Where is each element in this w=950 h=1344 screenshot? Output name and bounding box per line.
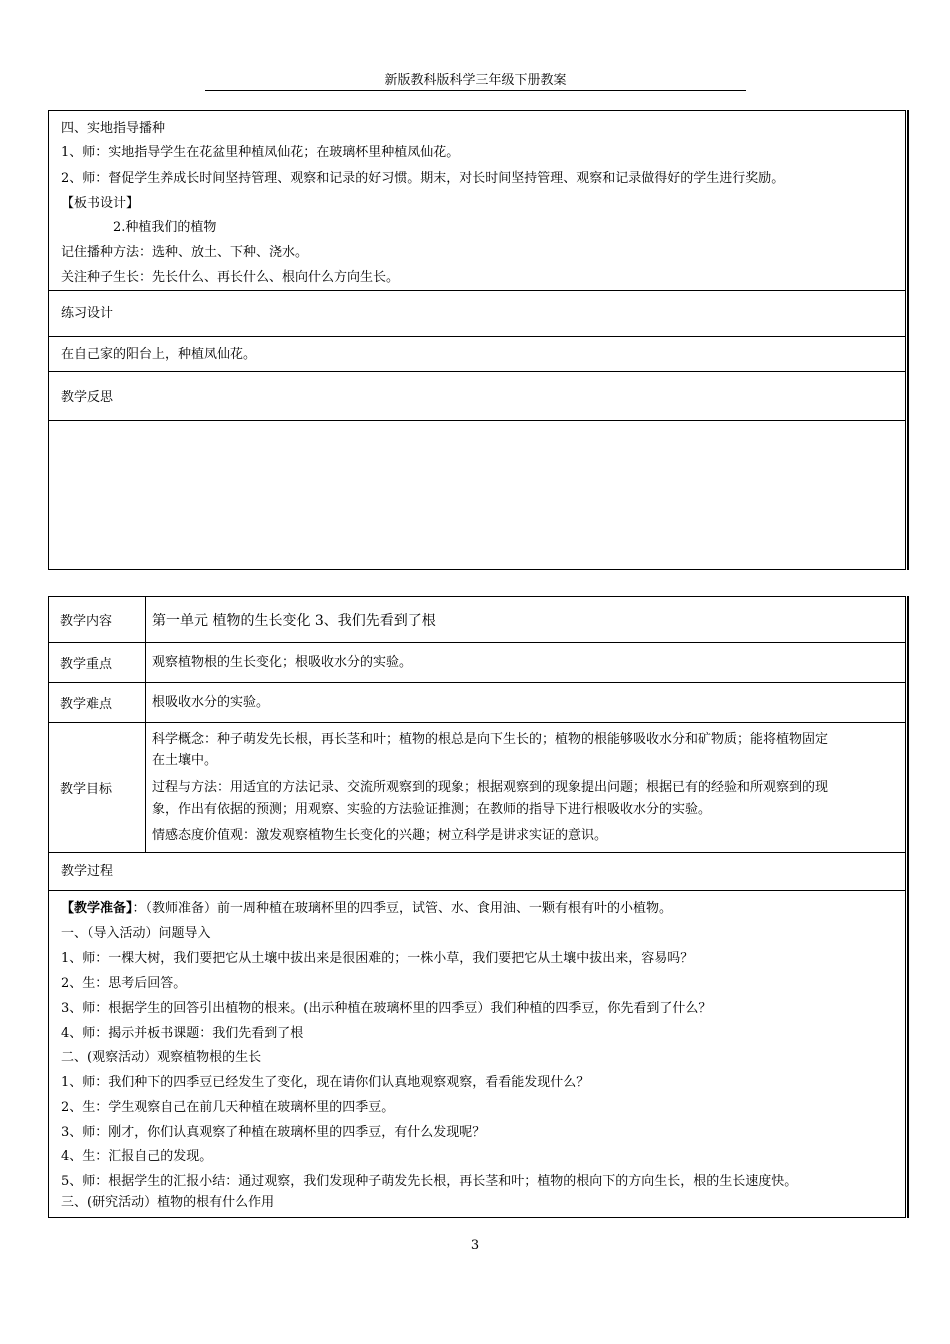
goals-label: 教学目标 (49, 723, 146, 852)
practice-label-row (49, 291, 905, 337)
board-design-title: 2.种植我们的植物 (113, 220, 217, 235)
goals-line: 过程与方法：用适宜的方法记录、交流所观察到的现象；根据观察到的现象提出问题；根据已有的经验和所观察到的现 (152, 780, 829, 795)
process-line: 3、师：根据学生的回答引出植物的根来。(出示种植在玻璃杯里的四季豆）我们种植的四季豆，你先看到了什么？ (61, 1001, 712, 1016)
content-value: 第一单元 植物的生长变化 3、我们先看到了根 (152, 613, 436, 629)
activity-section (49, 111, 905, 291)
section-line: 1、师：实地指导学生在花盆里种植凤仙花；在玻璃杯里种植凤仙花。 (61, 145, 460, 160)
content-label: 教学内容 (49, 597, 146, 642)
process-line: 4、生：汇报自己的发现。 (61, 1149, 213, 1164)
process-line: 3、师：刚才，你们认真观察了种植在玻璃杯里的四季豆，有什么发现呢？ (61, 1125, 486, 1140)
focus-row (49, 643, 905, 683)
process-line: 二、(观察活动）观察植物根的生长 (61, 1050, 262, 1065)
process-line: 一、（导入活动）问题导入 (61, 926, 211, 941)
goals-line: 科学概念：种子萌发先长根，再长茎和叶；植物的根总是向下生长的；植物的根能够吸收水分和矿物质；能将植物固定 (152, 732, 829, 747)
process-line: 三、(研究活动）植物的根有什么作用 (61, 1195, 275, 1210)
process-line: 2、生：思考后回答。 (61, 976, 187, 991)
section-heading: 四、实地指导播种 (61, 121, 166, 136)
process-line: 2、生：学生观察自己在前几天种植在玻璃杯里的四季豆。 (61, 1100, 395, 1115)
section-line: 关注种子生长：先长什么、再长什么、根向什么方向生长。 (61, 270, 400, 285)
process-line: 1、师：一棵大树，我们要把它从土壤中拔出来是很困难的；一株小草，我们要把它从土壤中拔出来，容易吗？ (61, 951, 694, 966)
prep-heading: 【教学准备】 (61, 901, 133, 916)
prep-line (61, 901, 672, 917)
process-content (49, 891, 905, 1217)
process-label-row (49, 853, 905, 891)
section-line: 2、师：督促学生养成长时间坚持管理、观察和记录的好习惯。期末，对长时间坚持管理、观察和记录做得好的学生进行奖励。 (61, 171, 785, 186)
process-line: 4、师：揭示并板书课题：我们先看到了根 (61, 1026, 304, 1041)
process-line: 5、师：根据学生的汇报小结：通过观察，我们发现种子萌发先长根，再长茎和叶；植物的根向下的方向生长，根的生长速度快。 (61, 1174, 798, 1189)
reflection-label: 教学反思 (61, 390, 114, 405)
focus-label: 教学重点 (49, 643, 146, 682)
practice-text-row (49, 337, 905, 372)
prep-text: ：（教师准备）前一周种植在玻璃杯里的四季豆，试管、水、食用油、一颗有根有叶的小植物。 (132, 901, 673, 916)
goals-line: 在土壤中。 (152, 753, 218, 768)
page-number: 3 (470, 1238, 480, 1253)
practice-text: 在自己家的阳台上，种植凤仙花。 (61, 347, 257, 362)
section-line: 记住播种方法：选种、放土、下种、浇水。 (61, 245, 309, 260)
board-design-heading: 【板书设计】 (61, 196, 140, 211)
goals-line: 象，作出有依据的预测；用观察、实验的方法验证推测；在教师的指导下进行根吸收水分的实验。 (152, 802, 712, 817)
page-header: 新版教科版科学三年级下册教案 (205, 73, 746, 91)
process-label: 教学过程 (61, 864, 114, 879)
process-line: 1、师：我们种下的四季豆已经发生了变化，现在请你们认真地观察观察，看看能发现什么？ (61, 1075, 590, 1090)
difficulty-value: 根吸收水分的实验。 (152, 695, 270, 710)
difficulty-label: 教学难点 (49, 683, 146, 722)
practice-label: 练习设计 (61, 306, 114, 321)
content-row (49, 597, 905, 643)
upper-lesson-table (48, 110, 906, 570)
difficulty-row (49, 683, 905, 723)
reflection-content-row (49, 421, 905, 569)
lower-lesson-table (48, 596, 906, 1218)
goals-line: 情感态度价值观：激发观察植物生长变化的兴趣；树立科学是讲求实证的意识。 (152, 828, 608, 843)
reflection-label-row (49, 372, 905, 421)
goals-row (49, 723, 905, 853)
focus-value: 观察植物根的生长变化；根吸收水分的实验。 (152, 655, 413, 670)
